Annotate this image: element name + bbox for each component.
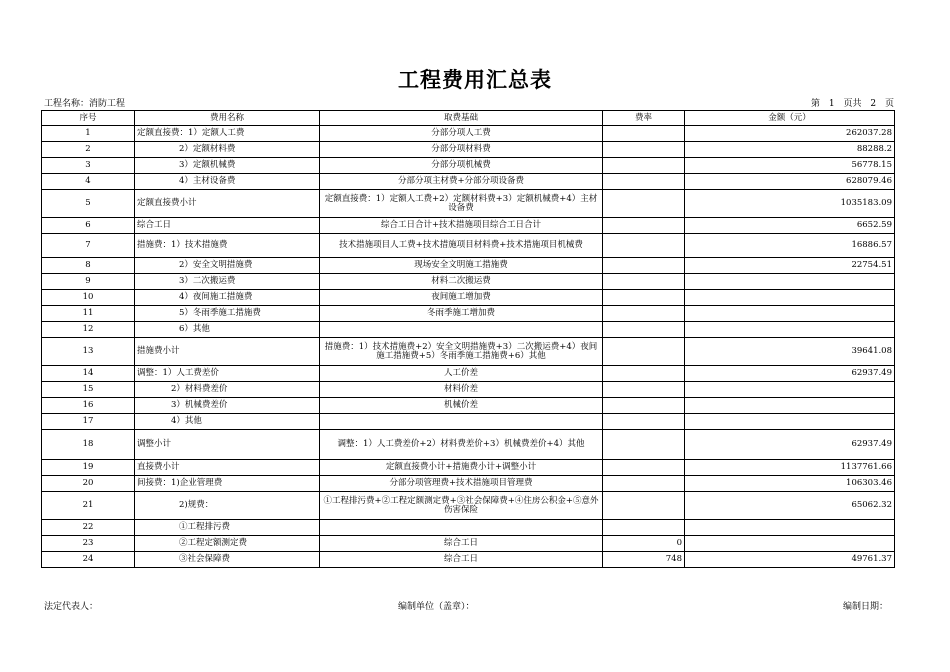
page-indicator bbox=[805, 96, 894, 109]
header-amount: 金额（元） bbox=[685, 111, 895, 126]
table-row bbox=[42, 414, 895, 430]
row-name: 2)规费： bbox=[135, 492, 320, 520]
row-amount bbox=[685, 382, 895, 398]
page-prefix: 第 bbox=[810, 99, 820, 109]
row-no: 20 bbox=[42, 476, 135, 492]
row-basis: 综合工日合计+技术措施项目综合工日合计 bbox=[320, 218, 603, 234]
row-basis: 夜间施工增加费 bbox=[320, 290, 603, 306]
table-row bbox=[42, 126, 895, 142]
row-no: 2 bbox=[42, 142, 135, 158]
row-rate: 0 bbox=[603, 536, 685, 552]
row-rate bbox=[603, 290, 685, 306]
row-basis: 调整：1）人工费差价+2）材料费差价+3）机械费差价+4）其他 bbox=[320, 430, 603, 460]
row-name: 调整：1）人工费差价 bbox=[135, 366, 320, 382]
page-current: 1 bbox=[828, 99, 835, 109]
row-rate bbox=[603, 398, 685, 414]
table-row bbox=[42, 552, 895, 568]
page-suffix: 页 bbox=[884, 99, 894, 109]
row-basis bbox=[320, 414, 603, 430]
table-row bbox=[42, 476, 895, 492]
row-name: 间接费：1)企业管理费 bbox=[135, 476, 320, 492]
row-amount: 6652.59 bbox=[685, 218, 895, 234]
row-rate bbox=[603, 382, 685, 398]
row-no: 19 bbox=[42, 460, 135, 476]
row-amount: 16886.57 bbox=[685, 234, 895, 258]
row-name: 综合工日 bbox=[135, 218, 320, 234]
row-basis: 定额直接费：1）定额人工费+2）定额材料费+3）定额机械费+4）主材设备费 bbox=[320, 190, 603, 218]
row-no: 4 bbox=[42, 174, 135, 190]
row-amount bbox=[685, 414, 895, 430]
table-row bbox=[42, 174, 895, 190]
row-rate bbox=[603, 306, 685, 322]
row-name: 2）定额材料费 bbox=[135, 142, 320, 158]
row-no: 9 bbox=[42, 274, 135, 290]
row-no: 5 bbox=[42, 190, 135, 218]
row-rate bbox=[603, 274, 685, 290]
row-rate bbox=[603, 430, 685, 460]
page-total: 2 bbox=[870, 99, 877, 109]
header-no: 序号 bbox=[42, 111, 135, 126]
row-no: 14 bbox=[42, 366, 135, 382]
table-row bbox=[42, 460, 895, 476]
row-amount: 1035183.09 bbox=[685, 190, 895, 218]
table-row bbox=[42, 366, 895, 382]
row-amount bbox=[685, 274, 895, 290]
table-row bbox=[42, 290, 895, 306]
row-name: 直接费小计 bbox=[135, 460, 320, 476]
table-row bbox=[42, 536, 895, 552]
table-row bbox=[42, 142, 895, 158]
row-rate bbox=[603, 366, 685, 382]
row-rate bbox=[603, 126, 685, 142]
row-no: 3 bbox=[42, 158, 135, 174]
row-amount bbox=[685, 520, 895, 536]
row-basis: 分部分项材料费 bbox=[320, 142, 603, 158]
row-amount: 56778.15 bbox=[685, 158, 895, 174]
table-row bbox=[42, 234, 895, 258]
table-row bbox=[42, 382, 895, 398]
preparation-date-label: 编制日期： bbox=[842, 602, 888, 612]
row-name: ②工程定额测定费 bbox=[135, 536, 320, 552]
table-row bbox=[42, 158, 895, 174]
row-basis: 人工价差 bbox=[320, 366, 603, 382]
row-amount: 65062.32 bbox=[685, 492, 895, 520]
row-no: 10 bbox=[42, 290, 135, 306]
row-no: 12 bbox=[42, 322, 135, 338]
row-amount: 262037.28 bbox=[685, 126, 895, 142]
cost-summary-table bbox=[41, 110, 895, 568]
row-basis: 分部分项机械费 bbox=[320, 158, 603, 174]
row-basis: 冬雨季施工增加费 bbox=[320, 306, 603, 322]
page-title: 工程费用汇总表 bbox=[398, 68, 552, 92]
row-amount bbox=[685, 536, 895, 552]
row-rate bbox=[603, 174, 685, 190]
row-rate bbox=[603, 338, 685, 366]
row-amount bbox=[685, 306, 895, 322]
row-amount: 49761.37 bbox=[685, 552, 895, 568]
row-amount: 39641.08 bbox=[685, 338, 895, 366]
row-no: 6 bbox=[42, 218, 135, 234]
row-basis: 措施费：1）技术措施费+2）安全文明措施费+3）二次搬运费+4）夜间施工措施费+5）冬雨季施工措施费+6）其他 bbox=[320, 338, 603, 366]
row-no: 18 bbox=[42, 430, 135, 460]
row-basis: 材料价差 bbox=[320, 382, 603, 398]
row-name: 5）冬雨季施工措施费 bbox=[135, 306, 320, 322]
table-row bbox=[42, 258, 895, 274]
row-rate bbox=[603, 322, 685, 338]
row-amount: 62937.49 bbox=[685, 430, 895, 460]
row-rate bbox=[603, 158, 685, 174]
row-no: 23 bbox=[42, 536, 135, 552]
row-no: 8 bbox=[42, 258, 135, 274]
row-name: 2）安全文明措施费 bbox=[135, 258, 320, 274]
table-row bbox=[42, 520, 895, 536]
row-rate: 748 bbox=[603, 552, 685, 568]
row-basis: 分部分项人工费 bbox=[320, 126, 603, 142]
row-basis: 定额直接费小计+措施费小计+调整小计 bbox=[320, 460, 603, 476]
table-row bbox=[42, 492, 895, 520]
row-basis: 分部分项主材费+分部分项设备费 bbox=[320, 174, 603, 190]
row-basis: 技术措施项目人工费+技术措施项目材料费+技术措施项目机械费 bbox=[320, 234, 603, 258]
row-no: 21 bbox=[42, 492, 135, 520]
row-basis bbox=[320, 322, 603, 338]
project-name: 工程名称：消防工程 bbox=[44, 99, 126, 109]
row-no: 16 bbox=[42, 398, 135, 414]
row-rate bbox=[603, 258, 685, 274]
row-amount bbox=[685, 322, 895, 338]
row-basis: ①工程排污费+②工程定额测定费+③社会保障费+④住房公积金+⑤意外伤害保险 bbox=[320, 492, 603, 520]
row-no: 11 bbox=[42, 306, 135, 322]
table-row bbox=[42, 338, 895, 366]
row-no: 13 bbox=[42, 338, 135, 366]
row-name: 措施费小计 bbox=[135, 338, 320, 366]
row-name: 措施费：1）技术措施费 bbox=[135, 234, 320, 258]
row-name: 4）其他 bbox=[135, 414, 320, 430]
row-rate bbox=[603, 414, 685, 430]
row-name: 2）材料费差价 bbox=[135, 382, 320, 398]
legal-representative-label: 法定代表人： bbox=[44, 602, 99, 612]
row-name: 6）其他 bbox=[135, 322, 320, 338]
header-name: 费用名称 bbox=[135, 111, 320, 126]
row-no: 15 bbox=[42, 382, 135, 398]
row-rate bbox=[603, 492, 685, 520]
row-amount bbox=[685, 398, 895, 414]
row-name: 4）夜间施工措施费 bbox=[135, 290, 320, 306]
row-name: 定额直接费小计 bbox=[135, 190, 320, 218]
row-amount: 22754.51 bbox=[685, 258, 895, 274]
row-name: 4）主材设备费 bbox=[135, 174, 320, 190]
row-name: 定额直接费：1）定额人工费 bbox=[135, 126, 320, 142]
row-name: 3）定额机械费 bbox=[135, 158, 320, 174]
row-name: 3）机械费差价 bbox=[135, 398, 320, 414]
table-row bbox=[42, 306, 895, 322]
row-no: 1 bbox=[42, 126, 135, 142]
table-row bbox=[42, 190, 895, 218]
row-name: 调整小计 bbox=[135, 430, 320, 460]
header-basis: 取费基础 bbox=[320, 111, 603, 126]
row-amount bbox=[685, 290, 895, 306]
table-row bbox=[42, 322, 895, 338]
row-basis bbox=[320, 520, 603, 536]
row-no: 22 bbox=[42, 520, 135, 536]
row-rate bbox=[603, 476, 685, 492]
row-basis: 综合工日 bbox=[320, 552, 603, 568]
row-no: 17 bbox=[42, 414, 135, 430]
row-rate bbox=[603, 234, 685, 258]
table-row bbox=[42, 218, 895, 234]
row-rate bbox=[603, 142, 685, 158]
row-no: 7 bbox=[42, 234, 135, 258]
row-amount: 628079.46 bbox=[685, 174, 895, 190]
preparing-unit-label: 编制单位（盖章）： bbox=[398, 602, 475, 612]
row-name: 3）二次搬运费 bbox=[135, 274, 320, 290]
row-rate bbox=[603, 460, 685, 476]
row-basis: 材料二次搬运费 bbox=[320, 274, 603, 290]
row-rate bbox=[603, 190, 685, 218]
table-row bbox=[42, 274, 895, 290]
table-header-row bbox=[42, 111, 895, 126]
table-row bbox=[42, 430, 895, 460]
row-no: 24 bbox=[42, 552, 135, 568]
row-name: ①工程排污费 bbox=[135, 520, 320, 536]
row-amount: 106303.46 bbox=[685, 476, 895, 492]
header-rate: 费率 bbox=[603, 111, 685, 126]
row-amount: 62937.49 bbox=[685, 366, 895, 382]
row-amount: 88288.2 bbox=[685, 142, 895, 158]
row-name: ③社会保障费 bbox=[135, 552, 320, 568]
row-rate bbox=[603, 520, 685, 536]
row-basis: 综合工日 bbox=[320, 536, 603, 552]
row-basis: 分部分项管理费+技术措施项目管理费 bbox=[320, 476, 603, 492]
row-basis: 现场安全文明施工措施费 bbox=[320, 258, 603, 274]
table-row bbox=[42, 398, 895, 414]
row-basis: 机械价差 bbox=[320, 398, 603, 414]
row-rate bbox=[603, 218, 685, 234]
page-mid: 页共 bbox=[843, 99, 862, 109]
row-amount: 1137761.66 bbox=[685, 460, 895, 476]
